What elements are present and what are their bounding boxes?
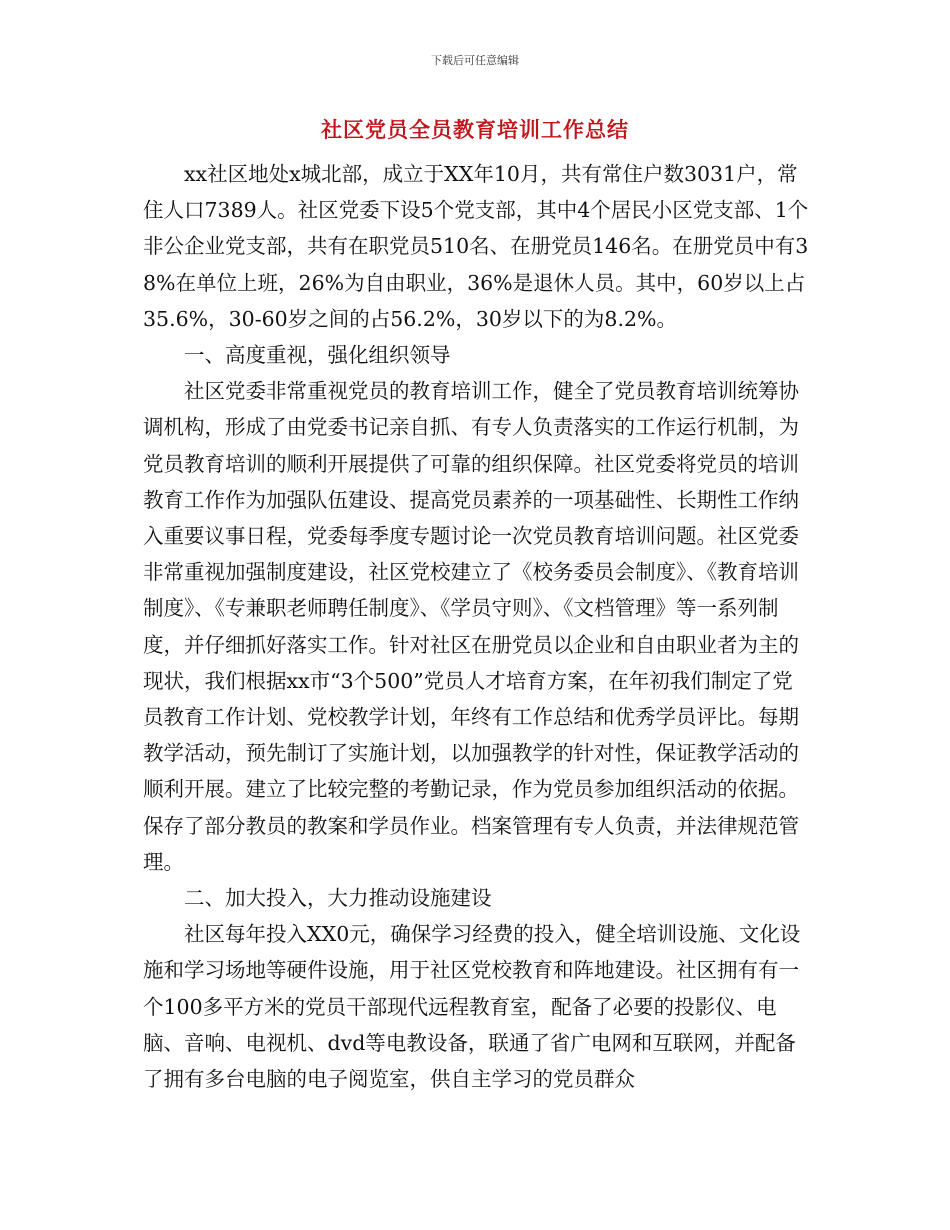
document-body — [143, 156, 813, 1097]
section-heading-2: 二、加大投入，大力推动设施建设 — [184, 886, 492, 911]
paragraph-section-2: 社区每年投入XX0元，确保学习经费的投入，健全培训设施、文化设施和学习场地等硬件设施，用于社区党校教育和阵地建设。社区拥有有一个100多平方米的党员干部现代远程教育室，配备了必要的投影仪、电脑、音响、电视机、dvd等电教设备，联通了省广电网和互联网，并配备了拥有多台电脑的电子阅览室，供自主学习的党员群众 — [143, 922, 801, 1092]
document-title: 社区党员全员教育培训工作总结 — [321, 118, 629, 142]
section-heading-1: 一、高度重视，强化组织领导 — [184, 343, 451, 368]
page-header: 下载后可任意编辑 — [431, 54, 519, 67]
paragraph-section-1: 社区党委非常重视党员的教育培训工作，健全了党员教育培训统筹协调机构，形成了由党委书记亲自抓、有专人负责落实的工作运行机制，为党员教育培训的顺利开展提供了可靠的组织保障。社区党委将党员的培训教育工作作为加强队伍建设、提高党员素养的一项基础性、长期性工作纳入重要议事日程，党委每季度专题讨论一次党员教育培训问题。社区党委非常重视加强制度建设，社区党校建立了《校务委员会制度》、《教育培训制度》、《专兼职老师聘任制度》、《学员守则》、《文档管理》等一系列制度，并仔细抓好落实工作。针对社区在册党员以企业和自由职业者为主的现状，我们根据xx市“3个500”党员人才培育方案，在年初我们制定了党员教育工作计划、党校教学计划，年终有工作总结和优秀学员评比。每期教学活动，预先制订了实施计划，以加强教学的针对性，保证教学活动的顺利开展。建立了比较完整的考勤记录，作为党员参加组织活动的依据。保存了部分教员的教案和学员作业。档案管理有专人负责，并法律规范管理。 — [143, 379, 799, 874]
paragraph-intro: xx社区地处x城北部，成立于XX年10月，共有常住户数3031户，常住人口7389人。社区党委下设5个党支部，其中4个居民小区党支部、1个非公企业党支部，共有在职党员510名、在册党员146名。在册党员中有38%在单位上班，26%为自由职业，36%是退休人员。其中，60岁以上占35.6%，30-60岁之间的占56.2%，30岁以下的为8.2%。 — [143, 162, 809, 331]
